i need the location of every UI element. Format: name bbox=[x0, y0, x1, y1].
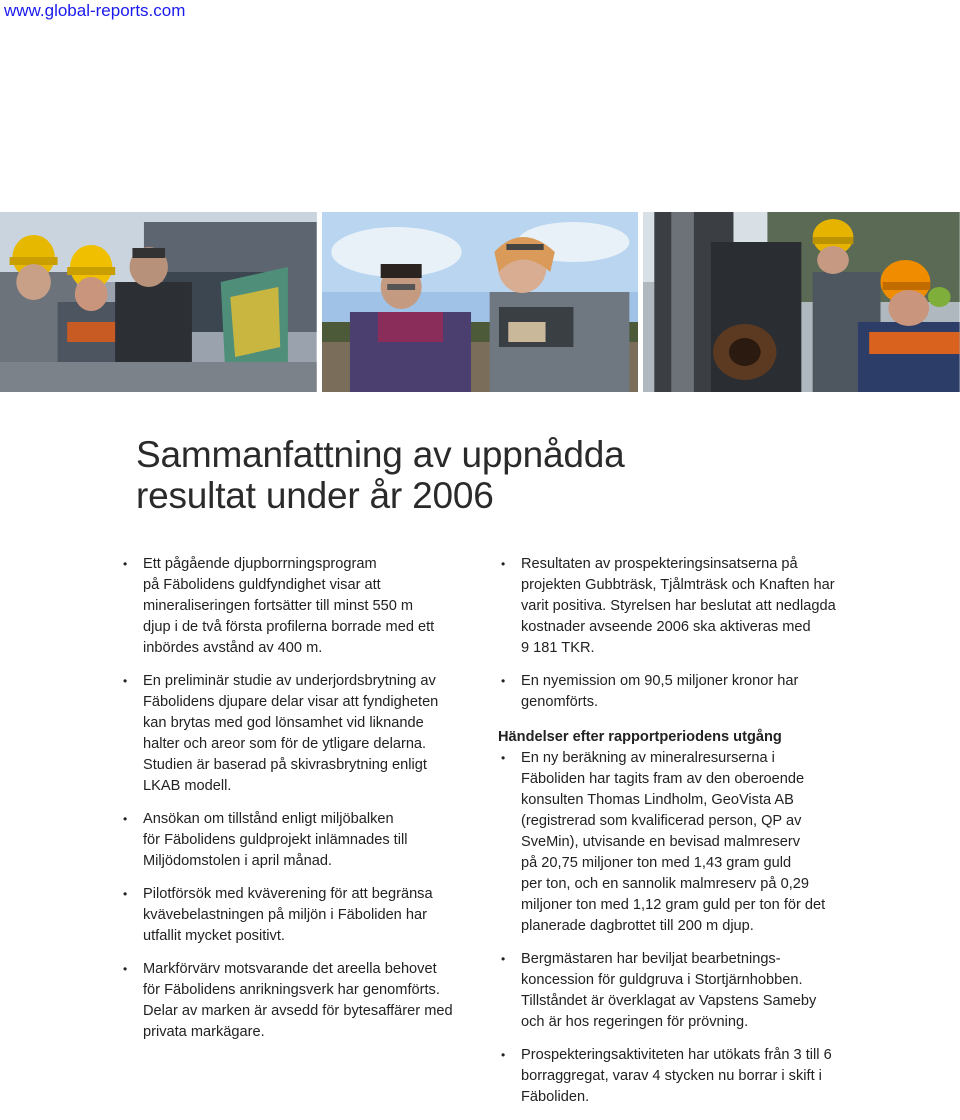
right-bullet-list-bottom bbox=[498, 748, 838, 1108]
text-line: • Ansökan om tillstånd enligt miljöbalken bbox=[143, 811, 394, 827]
list-item bbox=[120, 884, 465, 947]
text-line: koncession för guldgruva i Stortjärnhobben. bbox=[521, 972, 803, 988]
right-bullet-list-top bbox=[498, 554, 838, 713]
text-line: projekten Gubbträsk, Tjålmträsk och Knaften har bbox=[521, 577, 835, 593]
text-line: • Pilotförsök med kväverening för att begränsa bbox=[143, 886, 433, 902]
list-item bbox=[498, 949, 838, 1033]
title-line: resultat under år 2006 bbox=[136, 475, 494, 516]
text-line: Fäboliden har tagits fram av den oberoende bbox=[521, 771, 805, 787]
text-line: 9 181 TKR. bbox=[521, 640, 595, 656]
list-item bbox=[498, 1045, 838, 1108]
photo-workers-at-drill-rig bbox=[643, 212, 960, 392]
list-item bbox=[498, 748, 838, 937]
text-line: • Prospekteringsaktiviteten har utökats från 3 till 6 bbox=[521, 1047, 832, 1063]
text-line: Studien är baserad på skivrasbrytning enligt bbox=[143, 757, 427, 773]
text-line: privata markägare. bbox=[143, 1024, 265, 1040]
text-line: borraggregat, varav 4 stycken nu borrar i skift i bbox=[521, 1068, 822, 1084]
list-item bbox=[498, 671, 838, 713]
text-line: kvävebelastningen på miljön i Fäboliden har bbox=[143, 907, 427, 923]
text-line: Miljödomstolen i april månad. bbox=[143, 853, 332, 869]
text-line: • En preliminär studie av underjordsbrytning av bbox=[143, 673, 436, 689]
text-line: • Ett pågående djupborrningsprogram bbox=[143, 556, 377, 572]
text-line: Fäbolidens djupare delar visar att fyndigheten bbox=[143, 694, 439, 710]
photo-two-people-examining-samples bbox=[322, 212, 639, 392]
text-line: för Fäbolidens guldprojekt inlämnades till bbox=[143, 832, 408, 848]
text-line: halter och areor som för de ytligare delarna. bbox=[143, 736, 427, 752]
text-line: på Fäbolidens guldfyndighet visar att bbox=[143, 577, 381, 593]
right-column bbox=[498, 554, 838, 1120]
title-line: Sammanfattning av uppnådda bbox=[136, 434, 625, 475]
text-line: på 20,75 miljoner ton med 1,43 gram guld bbox=[521, 855, 792, 871]
text-line: kostnader avseende 2006 ska aktiveras med bbox=[521, 619, 811, 635]
text-line: genomförts. bbox=[521, 694, 599, 710]
text-line: för Fäbolidens anrikningsverk har genomförts. bbox=[143, 982, 440, 998]
text-line: Tillståndet är överklagat av Vapstens Sameby bbox=[521, 993, 817, 1009]
text-line: • Bergmästaren har beviljat bearbetnings- bbox=[521, 951, 781, 967]
list-item bbox=[120, 809, 465, 872]
text-line: • Markförvärv motsvarande det areella behovet bbox=[143, 961, 437, 977]
page-title bbox=[136, 434, 624, 516]
text-line: (registrerad som kvalificerad person, QP av bbox=[521, 813, 802, 829]
left-bullet-list bbox=[120, 554, 465, 1043]
text-line: miljoner ton med 1,12 gram guld per ton för det bbox=[521, 897, 826, 913]
watermark-link[interactable]: www.global-reports.com bbox=[4, 1, 186, 20]
text-line: djup i de två första profilerna borrade med ett bbox=[143, 619, 435, 635]
text-line: • En nyemission om 90,5 miljoner kronor har bbox=[521, 673, 799, 689]
text-line: utfallit mycket positivt. bbox=[143, 928, 285, 944]
text-line: • Resultaten av prospekteringsinsatserna på bbox=[521, 556, 798, 572]
text-line: konsulten Thomas Lindholm, GeoVista AB bbox=[521, 792, 794, 808]
text-line: SveMin), utvisande en bevisad malmreserv bbox=[521, 834, 801, 850]
text-line: Fäboliden. bbox=[521, 1089, 590, 1105]
text-line: LKAB modell. bbox=[143, 778, 232, 794]
text-line: varit positiva. Styrelsen har beslutat att nedlagda bbox=[521, 598, 836, 614]
text-line: Delar av marken är avsedd för bytesaffärer med bbox=[143, 1003, 453, 1019]
photo-geologists-with-map bbox=[0, 212, 317, 392]
list-item bbox=[498, 554, 838, 659]
text-line: per ton, och en sannolik malmreserv på 0,29 bbox=[521, 876, 809, 892]
text-line: och är hos regeringen för prövning. bbox=[521, 1014, 749, 1030]
text-line: kan brytas med god lönsamhet vid liknande bbox=[143, 715, 424, 731]
text-line: • En ny beräkning av mineralresurserna i bbox=[521, 750, 775, 766]
photo-strip bbox=[0, 212, 960, 392]
list-item bbox=[120, 671, 465, 797]
list-item bbox=[120, 959, 465, 1043]
text-line: inbördes avstånd av 400 m. bbox=[143, 640, 323, 656]
section-subheading: Händelser efter rapportperiodens utgång bbox=[498, 729, 782, 745]
left-column bbox=[120, 554, 465, 1055]
text-line: planerade dagbrottet till 200 m djup. bbox=[521, 918, 754, 934]
list-item bbox=[120, 554, 465, 659]
text-line: mineraliseringen fortsätter till minst 550 m bbox=[143, 598, 414, 614]
